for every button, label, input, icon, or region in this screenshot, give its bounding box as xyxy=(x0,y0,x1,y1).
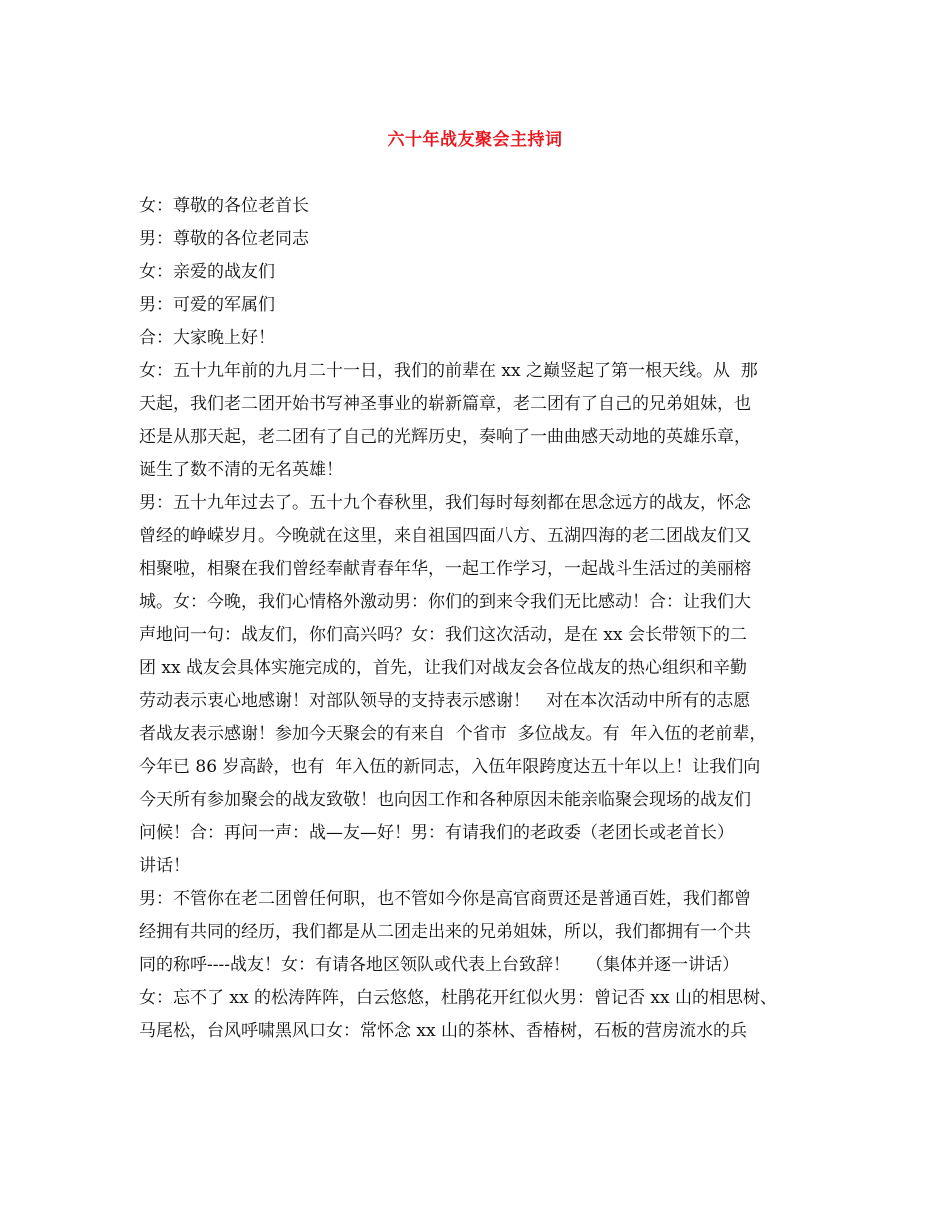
text-line: 城。女：今晚，我们心情格外激动男：你们的到来令我们无比感动！合：让我们大 xyxy=(139,592,751,612)
text-line: 女：忘不了 xx 的松涛阵阵，白云悠悠，杜鹃花开红似火男：曾记否 xx 山的相思树、 xyxy=(139,988,777,1008)
text-line: 曾经的峥嵘岁月。今晚就在这里，来自祖国四面八方、五湖四海的老二团战友们又 xyxy=(139,526,751,546)
text-line: 团 xx 战友会具体实施完成的，首先，让我们对战友会各位战友的热心组织和辛勤 xyxy=(139,658,747,678)
text-line: 经拥有共同的经历，我们都是从二团走出来的兄弟姐妹，所以，我们都拥有一个共 xyxy=(139,922,751,942)
text-line: 男：五十九年过去了。五十九个春秋里，我们每时每刻都在思念远方的战友，怀念 xyxy=(139,493,751,513)
text-line: 今年已 86 岁高龄，也有 年入伍的新同志，入伍年限跨度达五十年以上！让我们向 xyxy=(139,757,761,777)
text-line: 天起，我们老二团开始书写神圣事业的崭新篇章，老二团有了自己的兄弟姐妹，也 xyxy=(139,394,751,414)
text-line: 女：尊敬的各位老首长 xyxy=(139,196,309,216)
text-line: 女：五十九年前的九月二十一日，我们的前辈在 xx 之巅竖起了第一根天线。从 那 xyxy=(139,361,758,381)
text-line: 诞生了数不清的无名英雄！ xyxy=(139,460,343,480)
text-line: 同的称呼----战友！女：有请各地区领队或代表上台致辞！ （集体并逐一讲话） xyxy=(139,955,740,975)
document-title: 六十年战友聚会主持词 xyxy=(387,130,563,150)
text-line: 者战友表示感谢！参加今天聚会的有来自 个省市 多位战友。有 年入伍的老前辈， xyxy=(139,724,767,744)
text-line: 合：大家晚上好！ xyxy=(139,328,275,348)
text-line: 还是从那天起，老二团有了自己的光辉历史，奏响了一曲曲感天动地的英雄乐章， xyxy=(139,427,751,447)
text-line: 马尾松，台风呼啸黑风口女：常怀念 xx 山的茶林、香椿树，石板的营房流水的兵 xyxy=(139,1021,747,1041)
text-line: 问候！合：再问一声：战—友—好！男：有请我们的老政委（老团长或老首长） xyxy=(139,823,734,843)
document-body xyxy=(139,190,827,1048)
text-line: 讲话！ xyxy=(139,856,190,876)
text-line: 相聚啦，相聚在我们曾经奉献青春年华，一起工作学习，一起战斗生活过的美丽榕 xyxy=(139,559,751,579)
text-line: 男：可爱的军属们 xyxy=(139,295,275,315)
text-line: 男：尊敬的各位老同志 xyxy=(139,229,309,249)
text-line: 声地问一句：战友们，你们高兴吗？女：我们这次活动，是在 xx 会长带领下的二 xyxy=(139,625,747,645)
text-line: 今天所有参加聚会的战友致敬！也向因工作和各种原因未能亲临聚会现场的战友们 xyxy=(139,790,751,810)
text-line: 劳动表示衷心地感谢！对部队领导的支持表示感谢！ 对在本次活动中所有的志愿 xyxy=(139,691,751,711)
text-line: 女：亲爱的战友们 xyxy=(139,262,275,282)
text-line: 男：不管你在老二团曾任何职，也不管如今你是高官商贾还是普通百姓，我们都曾 xyxy=(139,889,751,909)
